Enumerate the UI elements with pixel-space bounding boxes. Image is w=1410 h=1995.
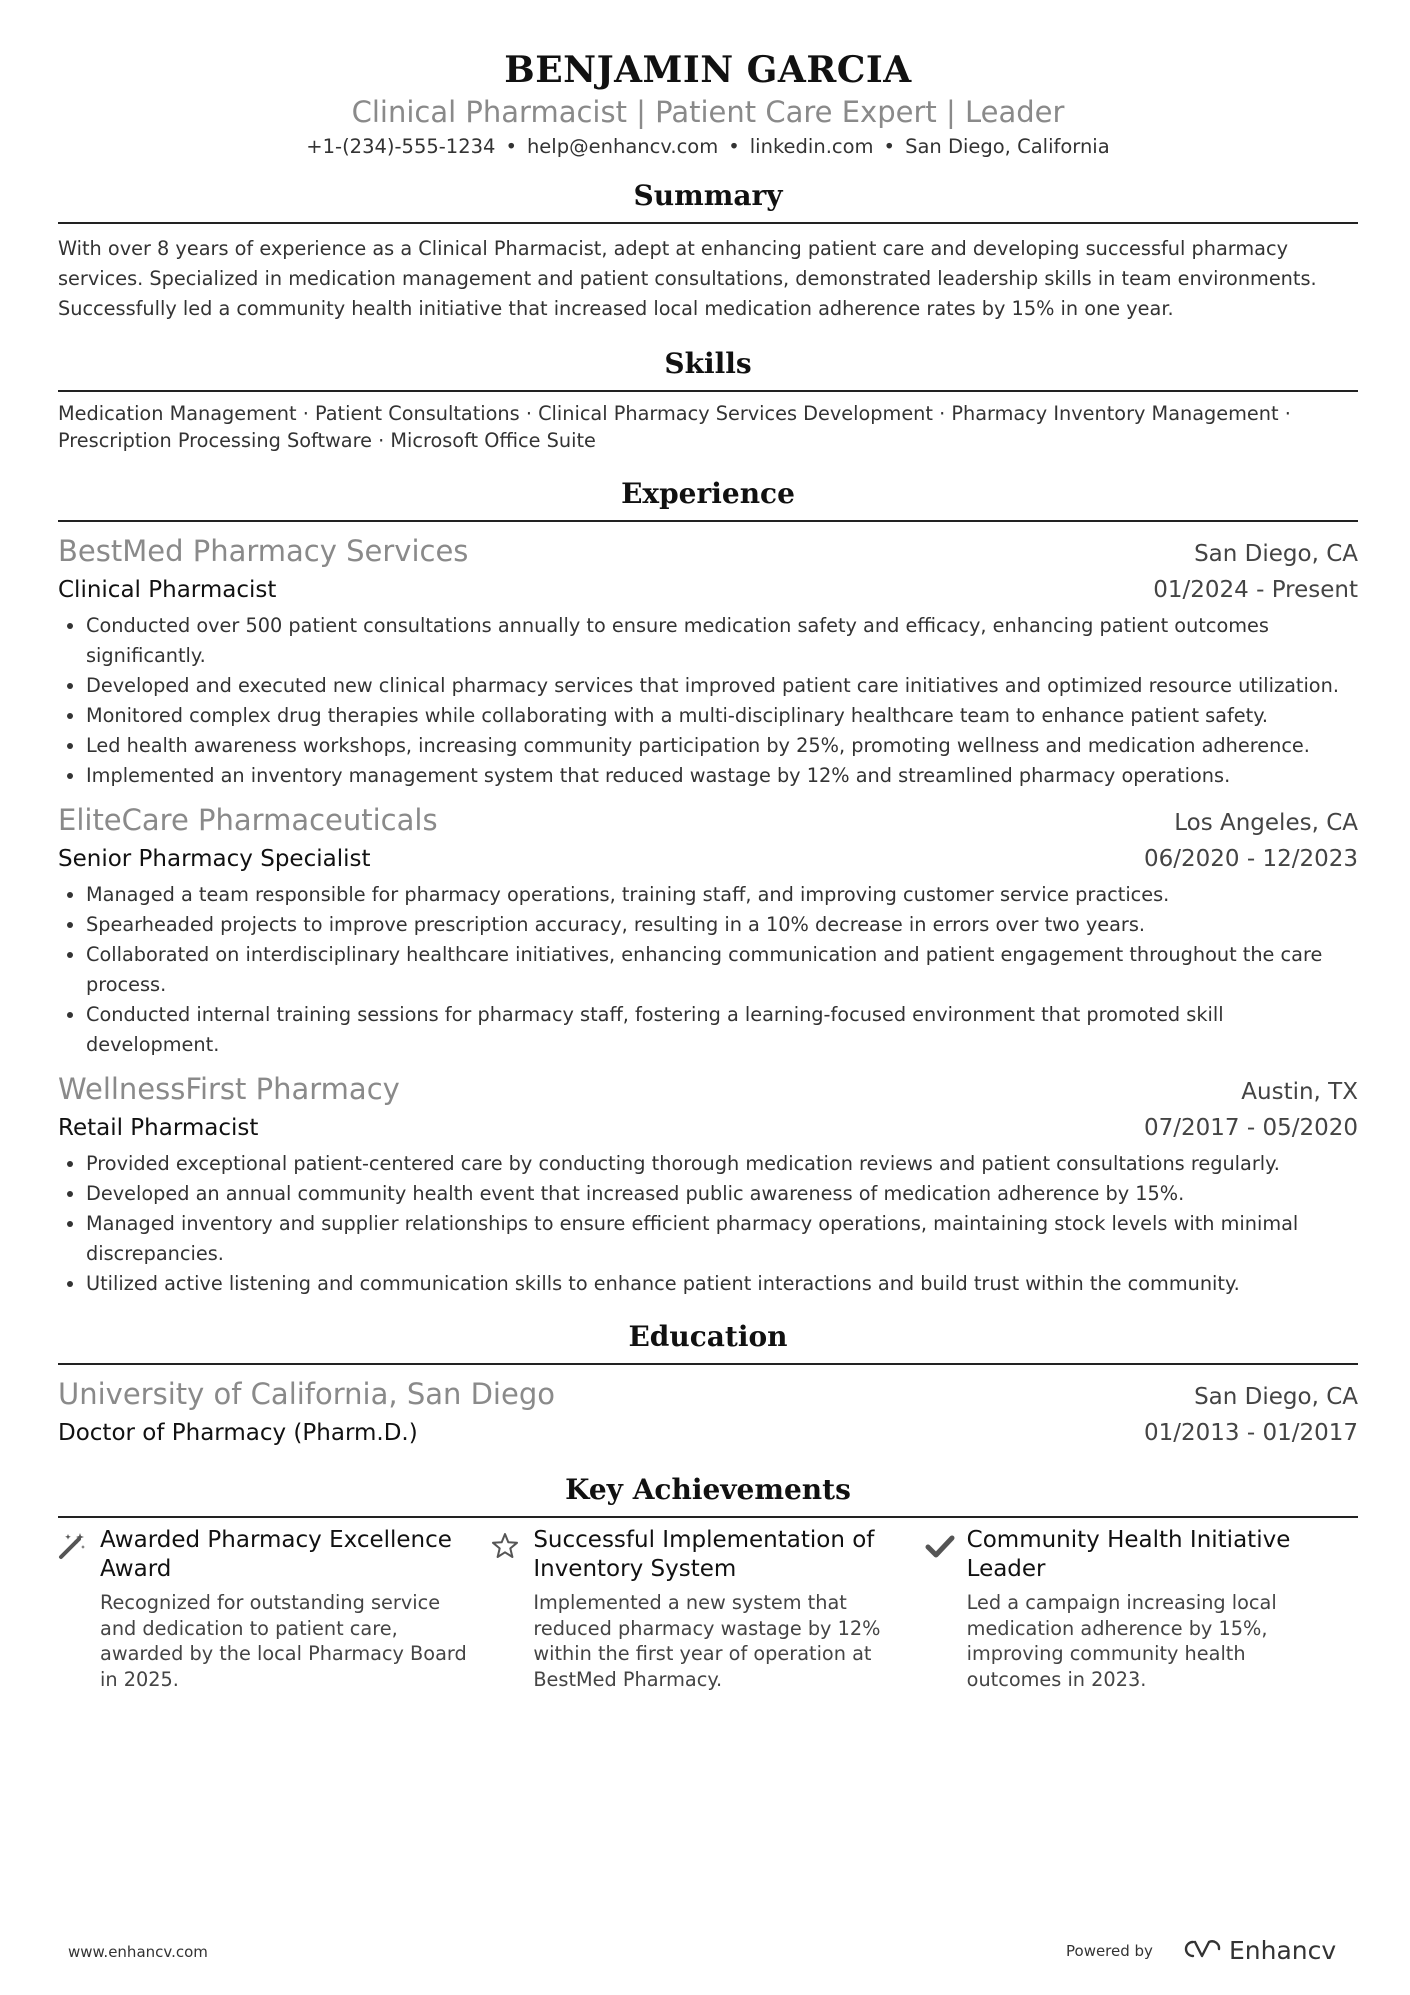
job-dates: 01/2024 - Present (1153, 577, 1358, 603)
job-bullet: • Developed and executed new clinical pharmacy services that improved patient care initiatives and optimized resource utilization. (86, 671, 1358, 701)
job-bullet: • Conducted over 500 patient consultations annually to ensure medication safety and efficacy, enhancing patient outcomes significantly. (86, 611, 1358, 671)
company-name: WellnessFirst Pharmacy (58, 1072, 400, 1106)
achievements-grid (58, 1526, 1358, 1692)
linkedin[interactable]: linkedin.com (749, 135, 874, 158)
job-entry (58, 801, 1358, 1060)
magic-wand-icon (58, 1526, 100, 1692)
footer-branding (1066, 1936, 1336, 1965)
achievement-title: Community Health Initiative Leader (966, 1527, 1291, 1582)
education-dates: 01/2013 - 01/2017 (1143, 1420, 1358, 1446)
section-divider (58, 1516, 1358, 1518)
job-title: Retail Pharmacist (58, 1115, 259, 1141)
footer-website[interactable]: www.enhancv.com (68, 1943, 208, 1961)
skills-line: Medication Management · Patient Consultations · Clinical Pharmacy Services Development · Pharmacy Inventory Management · (58, 402, 1291, 425)
school-location: San Diego, CA (1194, 1384, 1358, 1410)
education-section (58, 1317, 1358, 1450)
star-icon (491, 1526, 533, 1692)
enhancv-logo-icon (1181, 1937, 1223, 1965)
section-divider (58, 1363, 1358, 1365)
separator-dot: • (505, 135, 517, 158)
summary-section (58, 176, 1358, 324)
experience-section (58, 474, 1358, 1299)
achievement-item (491, 1526, 924, 1692)
achievement-title: Awarded Pharmacy Excellence Award (100, 1527, 452, 1582)
job-bullet: • Conducted internal training sessions for pharmacy staff, fostering a learning-focused environment that promoted skill development. (86, 1000, 1358, 1060)
achievements-section (58, 1470, 1358, 1692)
job-dates: 07/2017 - 05/2020 (1143, 1115, 1358, 1141)
job-dates: 06/2020 - 12/2023 (1143, 846, 1358, 872)
headline: Clinical Pharmacist | Patient Care Expert | Leader (351, 95, 1065, 129)
skills-section (58, 344, 1358, 454)
job-bullet: • Spearheaded projects to improve prescription accuracy, resulting in a 10% decrease in errors over two years. (86, 910, 1358, 940)
phone: +1-(234)-555-1234 (306, 135, 496, 158)
degree: Doctor of Pharmacy (Pharm.D.) (58, 1420, 418, 1446)
section-divider (58, 520, 1358, 522)
resume-header (58, 0, 1358, 162)
achievement-title: Successful Implementation of Inventory System (533, 1527, 875, 1582)
powered-by-label: Powered by (1066, 1941, 1153, 1960)
resume-page (58, 0, 1358, 1692)
school-name: University of California, San Diego (58, 1377, 555, 1411)
section-divider (58, 390, 1358, 392)
job-bullets (58, 880, 1358, 1060)
achievement-item (58, 1526, 491, 1692)
separator-dot: • (883, 135, 896, 158)
summary-title: Summary (633, 179, 783, 212)
job-bullet: • Developed an annual community health event that increased public awareness of medication adherence by 15%. (86, 1179, 1358, 1209)
job-title: Senior Pharmacy Specialist (58, 846, 371, 872)
job-bullet: • Managed a team responsible for pharmacy operations, training staff, and improving customer service practices. (86, 880, 1358, 910)
achievement-item (925, 1526, 1358, 1692)
skills-line: Prescription Processing Software · Microsoft Office Suite (58, 429, 596, 452)
job-entry (58, 1070, 1358, 1299)
job-bullet: • Monitored complex drug therapies while collaborating with a multi-disciplinary healthcare team to enhance patient safety. (86, 701, 1358, 731)
summary-text: With over 8 years of experience as a Clinical Pharmacist, adept at enhancing patient care and developing successful pharmacy services. Specialized in medication management and patient consultations, demonstrated leadership skills in team environments. Successfully led a community health initiative that increased local medication adherence rates by 15% in one year. (58, 237, 1317, 320)
experience-title: Experience (621, 477, 795, 510)
email[interactable]: help@enhancv.com (526, 135, 719, 158)
job-bullet: • Utilized active listening and communication skills to enhance patient interactions and build trust within the community. (86, 1269, 1358, 1299)
job-entry (58, 532, 1358, 791)
brand-name: Enhancv (1228, 1936, 1337, 1965)
job-bullets (58, 1149, 1358, 1299)
company-name: BestMed Pharmacy Services (58, 534, 469, 568)
candidate-name: BENJAMIN GARCIA (504, 49, 912, 91)
separator-dot: • (728, 135, 740, 158)
job-bullet: • Managed inventory and supplier relationships to ensure efficient pharmacy operations, maintaining stock levels with minimal discrepancies. (86, 1209, 1358, 1269)
job-bullet: • Led health awareness workshops, increasing community participation by 25%, promoting wellness and medication adherence. (86, 731, 1358, 761)
job-bullet: • Implemented an inventory management system that reduced wastage by 12% and streamlined pharmacy operations. (86, 761, 1358, 791)
company-name: EliteCare Pharmaceuticals (58, 803, 438, 837)
job-bullets (58, 611, 1358, 791)
job-bullet: • Collaborated on interdisciplinary healthcare initiatives, enhancing communication and patient engagement throughout the care process. (86, 940, 1358, 1000)
location: San Diego, California (905, 135, 1110, 158)
contact-line (58, 132, 1358, 162)
achievement-description: Implemented a new system that reduced pharmacy wastage by 12% within the first year of operation at BestMed Pharmacy. (533, 1591, 881, 1691)
skills-title: Skills (664, 347, 752, 380)
job-location: Los Angeles, CA (1174, 810, 1358, 836)
education-title: Education (628, 1320, 788, 1353)
skills-list (58, 400, 1358, 454)
achievement-description: Recognized for outstanding service and dedication to patient care, awarded by the local Pharmacy Board in 2025. (100, 1591, 467, 1691)
job-bullet: • Provided exceptional patient-centered care by conducting thorough medication reviews and patient consultations regularly. (86, 1149, 1358, 1179)
achievements-title: Key Achievements (565, 1473, 851, 1506)
job-title: Clinical Pharmacist (58, 577, 277, 603)
job-location: San Diego, CA (1194, 541, 1358, 567)
job-location: Austin, TX (1241, 1079, 1358, 1105)
achievement-description: Led a campaign increasing local medication adherence by 15%, improving community health outcomes in 2023. (966, 1591, 1277, 1691)
education-entry (58, 1375, 1358, 1450)
section-divider (58, 222, 1358, 224)
checkmark-icon (925, 1526, 967, 1692)
